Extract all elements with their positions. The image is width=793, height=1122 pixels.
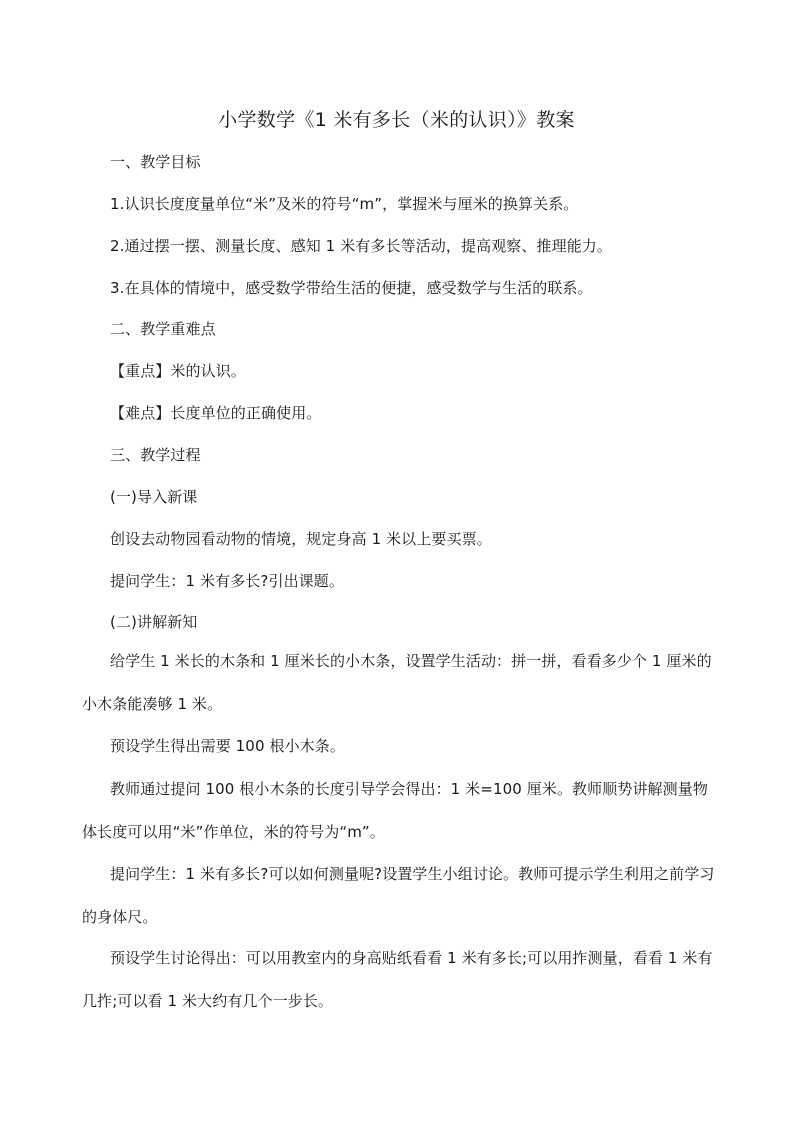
- difficult-point: 【难点】长度单位的正确使用。: [110, 404, 322, 422]
- body-paragraph-5: 预设学生讨论得出：可以用教室内的身高贴纸看看 1 米有多长;可以用拃测量，看看 1 米有几拃;可以看 1 米大约有几个一步长。: [82, 949, 713, 1010]
- section-heading-key-points: 二、教学重难点: [110, 320, 216, 338]
- goal-item-3: 3.在具体的情境中，感受数学带给生活的便捷，感受数学与生活的联系。: [110, 279, 593, 297]
- intro-paragraph-2: 提问学生：1 米有多长?引出课题。: [110, 572, 344, 590]
- intro-paragraph-1: 创设去动物园看动物的情境，规定身高 1 米以上要买票。: [110, 530, 492, 548]
- section-heading-process: 三、教学过程: [110, 446, 201, 464]
- page-title: 小学数学《1 米有多长（米的认识）》教案: [218, 109, 575, 131]
- goal-item-1: 1.认识长度度量单位“米”及米的符号“m”，掌握米与厘米的换算关系。: [110, 195, 579, 213]
- goal-item-2: 2.通过摆一摆、测量长度、感知 1 米有多长等活动，提高观察、推理能力。: [110, 237, 612, 255]
- body-paragraph-2: 预设学生得出需要 100 根小木条。: [110, 737, 345, 755]
- body-paragraph-4: 提问学生：1 米有多长?可以如何测量呢?设置学生小组讨论。教师可提示学生利用之前学习的身体尺。: [82, 865, 715, 926]
- body-paragraph-1: 给学生 1 米长的木条和 1 厘米长的小木条，设置学生活动：拼一拼，看看多少个 1 厘米的小木条能凑够 1 米。: [82, 652, 712, 713]
- body-paragraph-3: 教师通过提问 100 根小木条的长度引导学会得出：1 米=100 厘米。教师顺势讲解测量物体长度可以用“米”作单位，米的符号为“m”。: [82, 780, 708, 841]
- subsection-heading-intro: (一)导入新课: [110, 488, 198, 506]
- section-heading-objectives: 一、教学目标: [110, 153, 201, 171]
- subsection-heading-new-knowledge: (二)讲解新知: [110, 613, 198, 631]
- key-point: 【重点】米的认识。: [110, 362, 246, 380]
